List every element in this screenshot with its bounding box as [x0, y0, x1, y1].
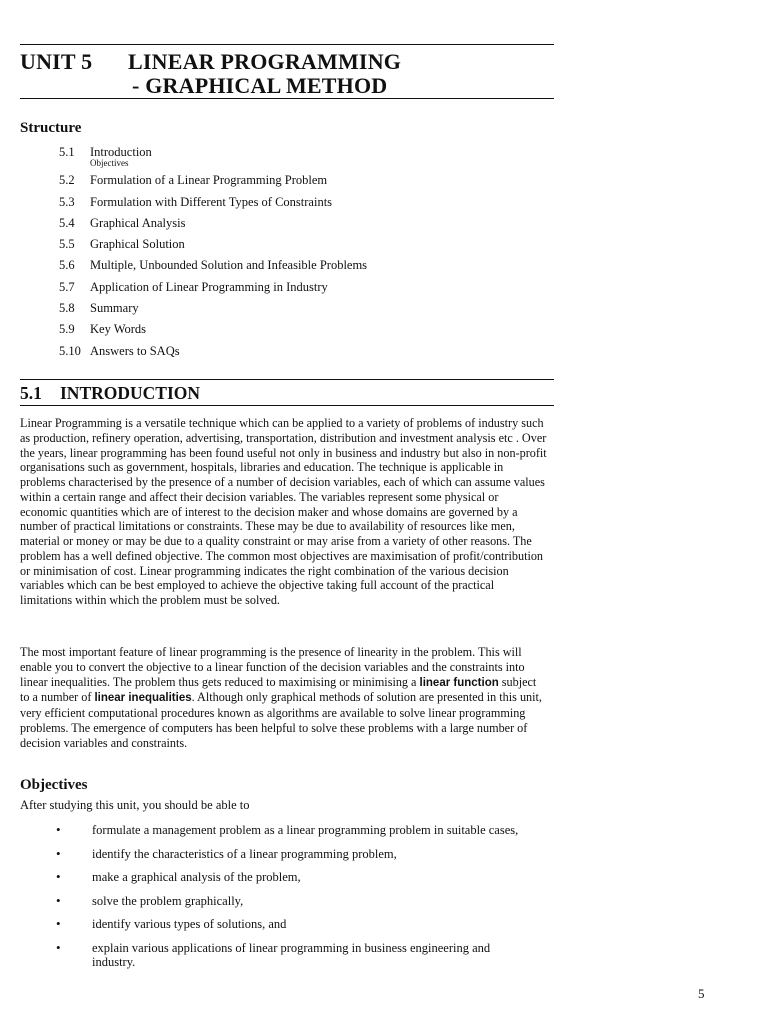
section-bottom-rule — [20, 405, 554, 406]
toc-item-label: Multiple, Unbounded Solution and Infeasible Problems — [90, 258, 368, 273]
toc-item-label: Application of Linear Programming in Industry — [90, 279, 328, 294]
objective-text: make a graphical analysis of the problem, — [92, 870, 301, 884]
toc-item-label: Answers to SAQs — [90, 343, 180, 358]
section-number: 5.1 — [20, 383, 42, 403]
structure-list — [59, 142, 368, 362]
toc-item — [59, 277, 328, 298]
toc-item-label: Formulation of a Linear Programming Problem — [90, 173, 328, 188]
toc-item — [59, 213, 186, 234]
unit-label: UNIT 5 — [20, 49, 93, 74]
toc-subitem-label: Objectives — [90, 158, 129, 169]
section-title: INTRODUCTION — [60, 383, 201, 403]
term-linear-function: linear function — [419, 676, 499, 689]
intro-paragraph-2 — [20, 645, 548, 750]
toc-item — [59, 341, 180, 362]
bullet-icon: • — [56, 916, 61, 931]
unit-title — [128, 50, 401, 98]
objective-item — [56, 823, 536, 838]
toc-item-number: 5.4 — [59, 215, 75, 230]
objectives-list — [56, 823, 536, 979]
toc-item-label: Formulation with Different Types of Constraints — [90, 194, 333, 209]
intro-paragraph-1: Linear Programming is a versatile technique which can be applied to a variety of problems of industry such as production, refinery operation, advertising, transportation, distribution and investment analysis etc . Over the years, linear programming has been found useful not only in business and industry but also in non-profit organisations such as government, hospitals, libraries and education. The technique is applicable in problems characterised by the presence of a number of decision variables, each of which can assume values within a certain range and affect their decision variables. The variables represent some physical or economic quantities which are of interest to the decision maker and whose domains are governed by a number of practical limitations or constraints. These may be due to availability of resources like men, material or money or may be due to a quality constraint or may arise from a variety of other reasons. The problem has a well defined objective. The common most objectives are maximisation of profit/contribution or minimisation of cost. Linear programming indicates the right combination of the various decision variables which can be best employed to achieve the objective taking full account of the practical limitations within which the problem must be solved. — [20, 416, 547, 607]
toc-item-label: Graphical Solution — [90, 237, 185, 252]
toc-item-number: 5.3 — [59, 194, 75, 209]
objective-item — [56, 941, 536, 970]
toc-item-number: 5.9 — [59, 322, 75, 337]
bullet-icon: • — [56, 939, 61, 955]
toc-item-number: 5.8 — [59, 301, 75, 316]
unit-title-line-1: LINEAR PROGRAMMING — [128, 49, 402, 74]
toc-item — [59, 192, 333, 213]
objective-text: identify the characteristics of a linear programming problem, — [92, 846, 397, 861]
page-number: 5 — [698, 986, 705, 1001]
toc-item — [59, 298, 139, 319]
bullet-icon: • — [56, 892, 61, 908]
toc-item-label: Summary — [90, 301, 139, 316]
bullet-icon: • — [56, 845, 61, 861]
toc-item-number: 5.6 — [59, 258, 75, 273]
toc-item-number: 5.7 — [59, 279, 75, 294]
objectives-intro: After studying this unit, you should be able to — [20, 798, 250, 812]
objective-text: explain various applications of linear programming in business engineering and industry. — [92, 940, 491, 969]
toc-item — [59, 170, 328, 191]
objective-text: solve the problem graphically, — [92, 893, 244, 908]
toc-item-label: Key Words — [90, 322, 147, 337]
toc-item-number: 5.1 — [59, 145, 75, 159]
objective-text: identify various types of solutions, and — [92, 917, 287, 931]
toc-item-label: Graphical Analysis — [90, 215, 186, 230]
toc-item-number: 5.5 — [59, 237, 75, 252]
toc-item-number: 5.10 — [59, 343, 81, 358]
objectives-heading: Objectives — [20, 777, 88, 793]
toc-item-label: Introduction — [90, 145, 152, 159]
toc-item-number: 5.2 — [59, 173, 75, 188]
top-rule — [20, 44, 554, 45]
term-linear-inequalities: linear inequalities — [94, 692, 192, 705]
objective-item — [56, 894, 536, 909]
intro-paragraph-2-part-a: The most important feature of linear programming is the presence of linearity in the problem. This will enable you to convert the objective to a linear function of the decision variables and the constraints into linear inequalities. The problem thus gets reduced to maximising or minimising a — [20, 645, 525, 689]
section-heading-introduction — [20, 383, 200, 403]
bullet-icon: • — [56, 822, 61, 837]
objective-item — [56, 847, 536, 862]
toc-item — [59, 255, 368, 276]
toc-item — [59, 319, 147, 340]
objective-item — [56, 917, 536, 932]
objective-text: formulate a management problem as a linear programming problem in suitable cases, — [92, 823, 519, 837]
objective-item — [56, 870, 536, 885]
intro-paragraph-2-part-c: subject to a number of — [20, 674, 537, 705]
header-bottom-rule — [20, 98, 554, 99]
structure-heading: Structure — [20, 120, 82, 136]
toc-item — [59, 234, 185, 255]
unit-title-line-2: - GRAPHICAL METHOD — [132, 73, 388, 98]
intro-paragraph-2-part-d: . Although only graphical methods of solution are presented in this unit, very efficient computational procedures known as algorithms are available to solve linear programming problems. The emergence of computers has been helpful to solve these problems with a large number of decision variables and constraints. — [20, 690, 542, 750]
section-top-rule — [20, 379, 554, 380]
bullet-icon: • — [56, 869, 61, 884]
